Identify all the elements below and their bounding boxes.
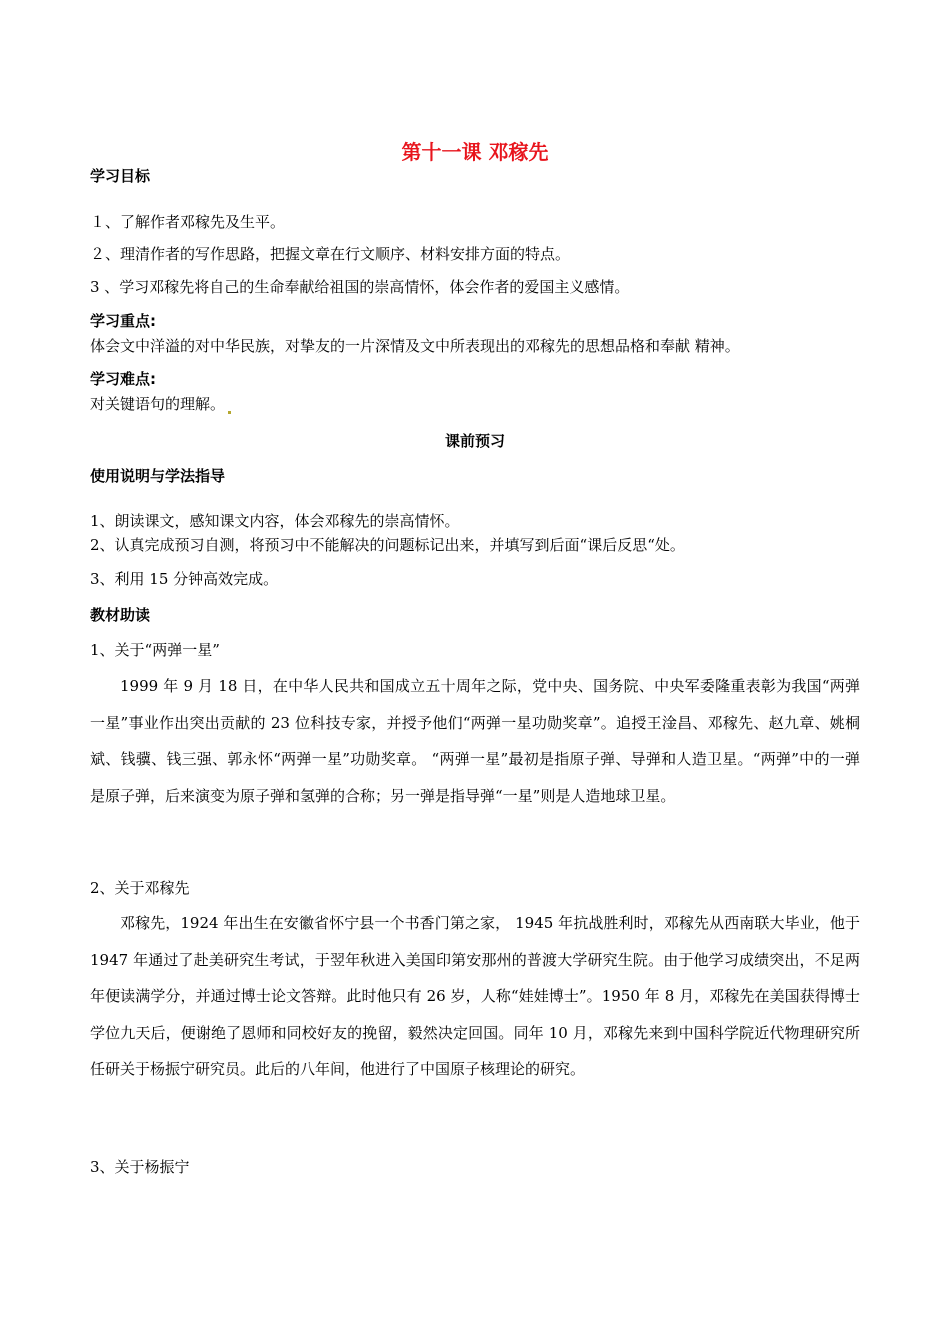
key-points-heading: 学习重点: (90, 312, 156, 330)
page-title: 第十一课 邓稼先 (401, 140, 549, 164)
reading-heading: 教材助读 (90, 606, 151, 624)
objective-item: ２、理清作者的写作思路，把握文章在行文顺序、材料安排方面的特点。 (90, 245, 571, 263)
section-title: 3、关于杨振宁 (90, 1158, 190, 1176)
difficulties-text-content: 对关键语句的理解。 (90, 395, 226, 413)
key-points-text: 体会文中洋溢的对中华民族，对挚友的一片深情及文中所表现出的邓稼先的思想品格和奉献 精神。 (90, 337, 740, 355)
objectives-heading: 学习目标 (90, 167, 151, 185)
difficulties-heading: 学习难点: (90, 370, 156, 388)
guide-item: 1、朗读课文，感知课文内容，体会邓稼先的崇高情怀。 (90, 512, 460, 530)
section-paragraph: 邓稼先，1924 年出生在安徽省怀宁县一个书香门第之家， 1945 年抗战胜利时，邓稼先从西南联大毕业，他于 1947 年通过了赴美研究生考试，于翌年秋进入美国印第安那州的普渡大学研究生院。由于他学习成绩突出，不足两年便读满学分，并通过博士论文答辩。此时他只有 26 岁，人称“娃娃博士”。1950 年 8 月，邓稼先在美国获得博士学位九天后，便谢绝了恩师和同校好友的挽留，毅然决定回国。同年 10 月，邓稼先来到中国科学院近代物理研究所任研关于杨振宁研究员。此后的八年间，他进行了中国原子核理论的研究。 (90, 914, 860, 1078)
objective-item: 3 、学习邓稼先将自己的生命奉献给祖国的崇高情怀，体会作者的爱国主义感情。 (90, 278, 630, 296)
speck-mark (228, 411, 231, 414)
preview-heading: 课前预习 (444, 432, 505, 450)
guide-heading: 使用说明与学法指导 (90, 467, 226, 485)
guide-item: 2、认真完成预习自测，将预习中不能解决的问题标记出来，并填写到后面“课后反思“处。 (90, 536, 685, 554)
guide-item: 3、利用 15 分钟高效完成。 (90, 570, 279, 588)
section-title: 2、关于邓稼先 (90, 879, 190, 897)
difficulties-text (90, 393, 860, 414)
objective-item: １、了解作者邓稼先及生平。 (90, 213, 286, 231)
section-paragraph: 1999 年 9 月 18 日，在中华人民共和国成立五十周年之际，党中央、国务院、中央军委隆重表彰为我国“两弹一星”事业作出突出贡献的 23 位科技专家，并授予他们“两弹一星功勋奖章”。追授王淦昌、邓稼先、赵九章、姚桐斌、钱骥、钱三强、郭永怀“两弹一星”功勋奖章。 “两弹一星”最初是指原子弹、导弹和人造卫星。“两弹”中的一弹是原子弹，后来演变为原子弹和氢弹的合称；另一弹是指导弹“一星”则是人造地球卫星。 (90, 677, 860, 805)
section-title: 1、关于“两弹一星” (90, 641, 220, 659)
